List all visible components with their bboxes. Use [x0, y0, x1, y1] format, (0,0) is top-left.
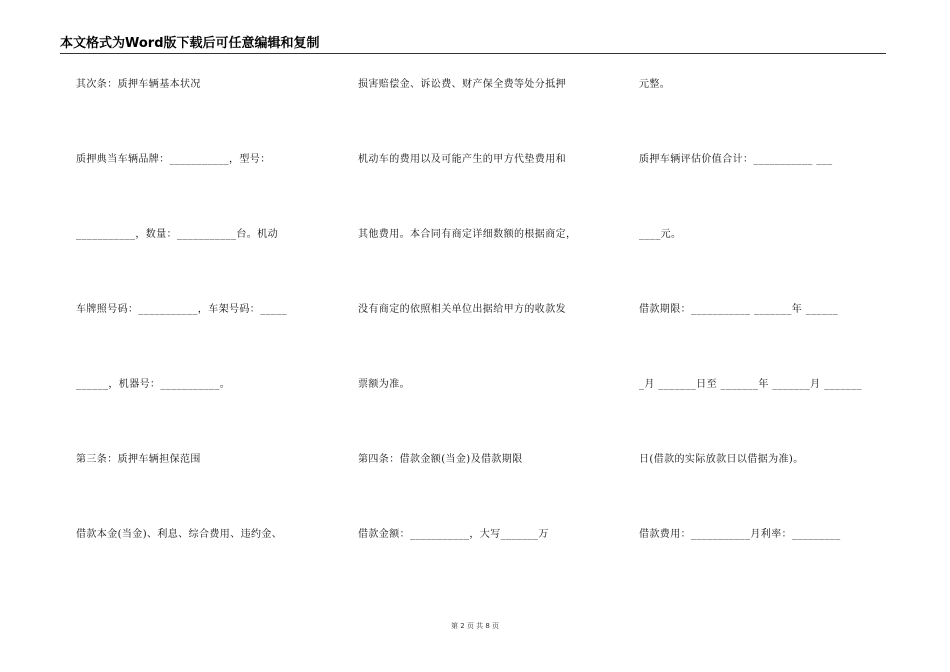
- text-line: 借款本金(当金)、利息、综合费用、违约金、: [76, 529, 283, 540]
- text-line: 日(借款的实际放款日以借据为准)。: [639, 454, 804, 465]
- text-line: ______，机器号：___________。: [76, 379, 231, 390]
- header-divider: [60, 53, 886, 54]
- header-title: 本文格式为Word版下载后可任意编辑和复制: [60, 36, 320, 51]
- text-line: 借款金额：___________，大写_______万: [358, 529, 549, 540]
- text-line: ____元。: [639, 229, 682, 240]
- text-line: 车牌照号码：___________，车架号码：_____: [76, 304, 288, 315]
- text-line: 质押典当车辆品牌：___________，型号：: [76, 154, 271, 165]
- text-line: 其次条：质押车辆基本状况: [76, 79, 201, 90]
- text-line: 元整。: [639, 79, 671, 90]
- text-line: 质押车辆评估价值合计：___________ ___: [639, 154, 833, 165]
- text-line: 其他费用。本合同有商定详细数额的根据商定，: [358, 229, 577, 240]
- text-line: ___________，数量：___________台。机动: [76, 229, 278, 240]
- text-line: 第四条：借款金额(当金)及借款期限: [358, 454, 523, 465]
- text-line: _月 _______日至 _______年 _______月 _______: [639, 379, 862, 390]
- text-line: 票额为准。: [358, 379, 410, 390]
- text-line: 第三条：质押车辆担保范围: [76, 454, 201, 465]
- text-line: 借款期限：___________ _______年 ______: [639, 304, 839, 315]
- text-line: 机动车的费用以及可能产生的甲方代垫费用和: [358, 154, 566, 165]
- page-footer: 第 2 页 共 8 页: [450, 622, 500, 630]
- text-line: 没有商定的依照相关单位出据给甲方的收款发: [358, 304, 566, 315]
- page-header: [60, 36, 886, 54]
- text-line: 借款费用：___________月利率：_________: [639, 529, 841, 540]
- text-line: 损害赔偿金、诉讼费、财产保全费等处分抵押: [358, 79, 566, 90]
